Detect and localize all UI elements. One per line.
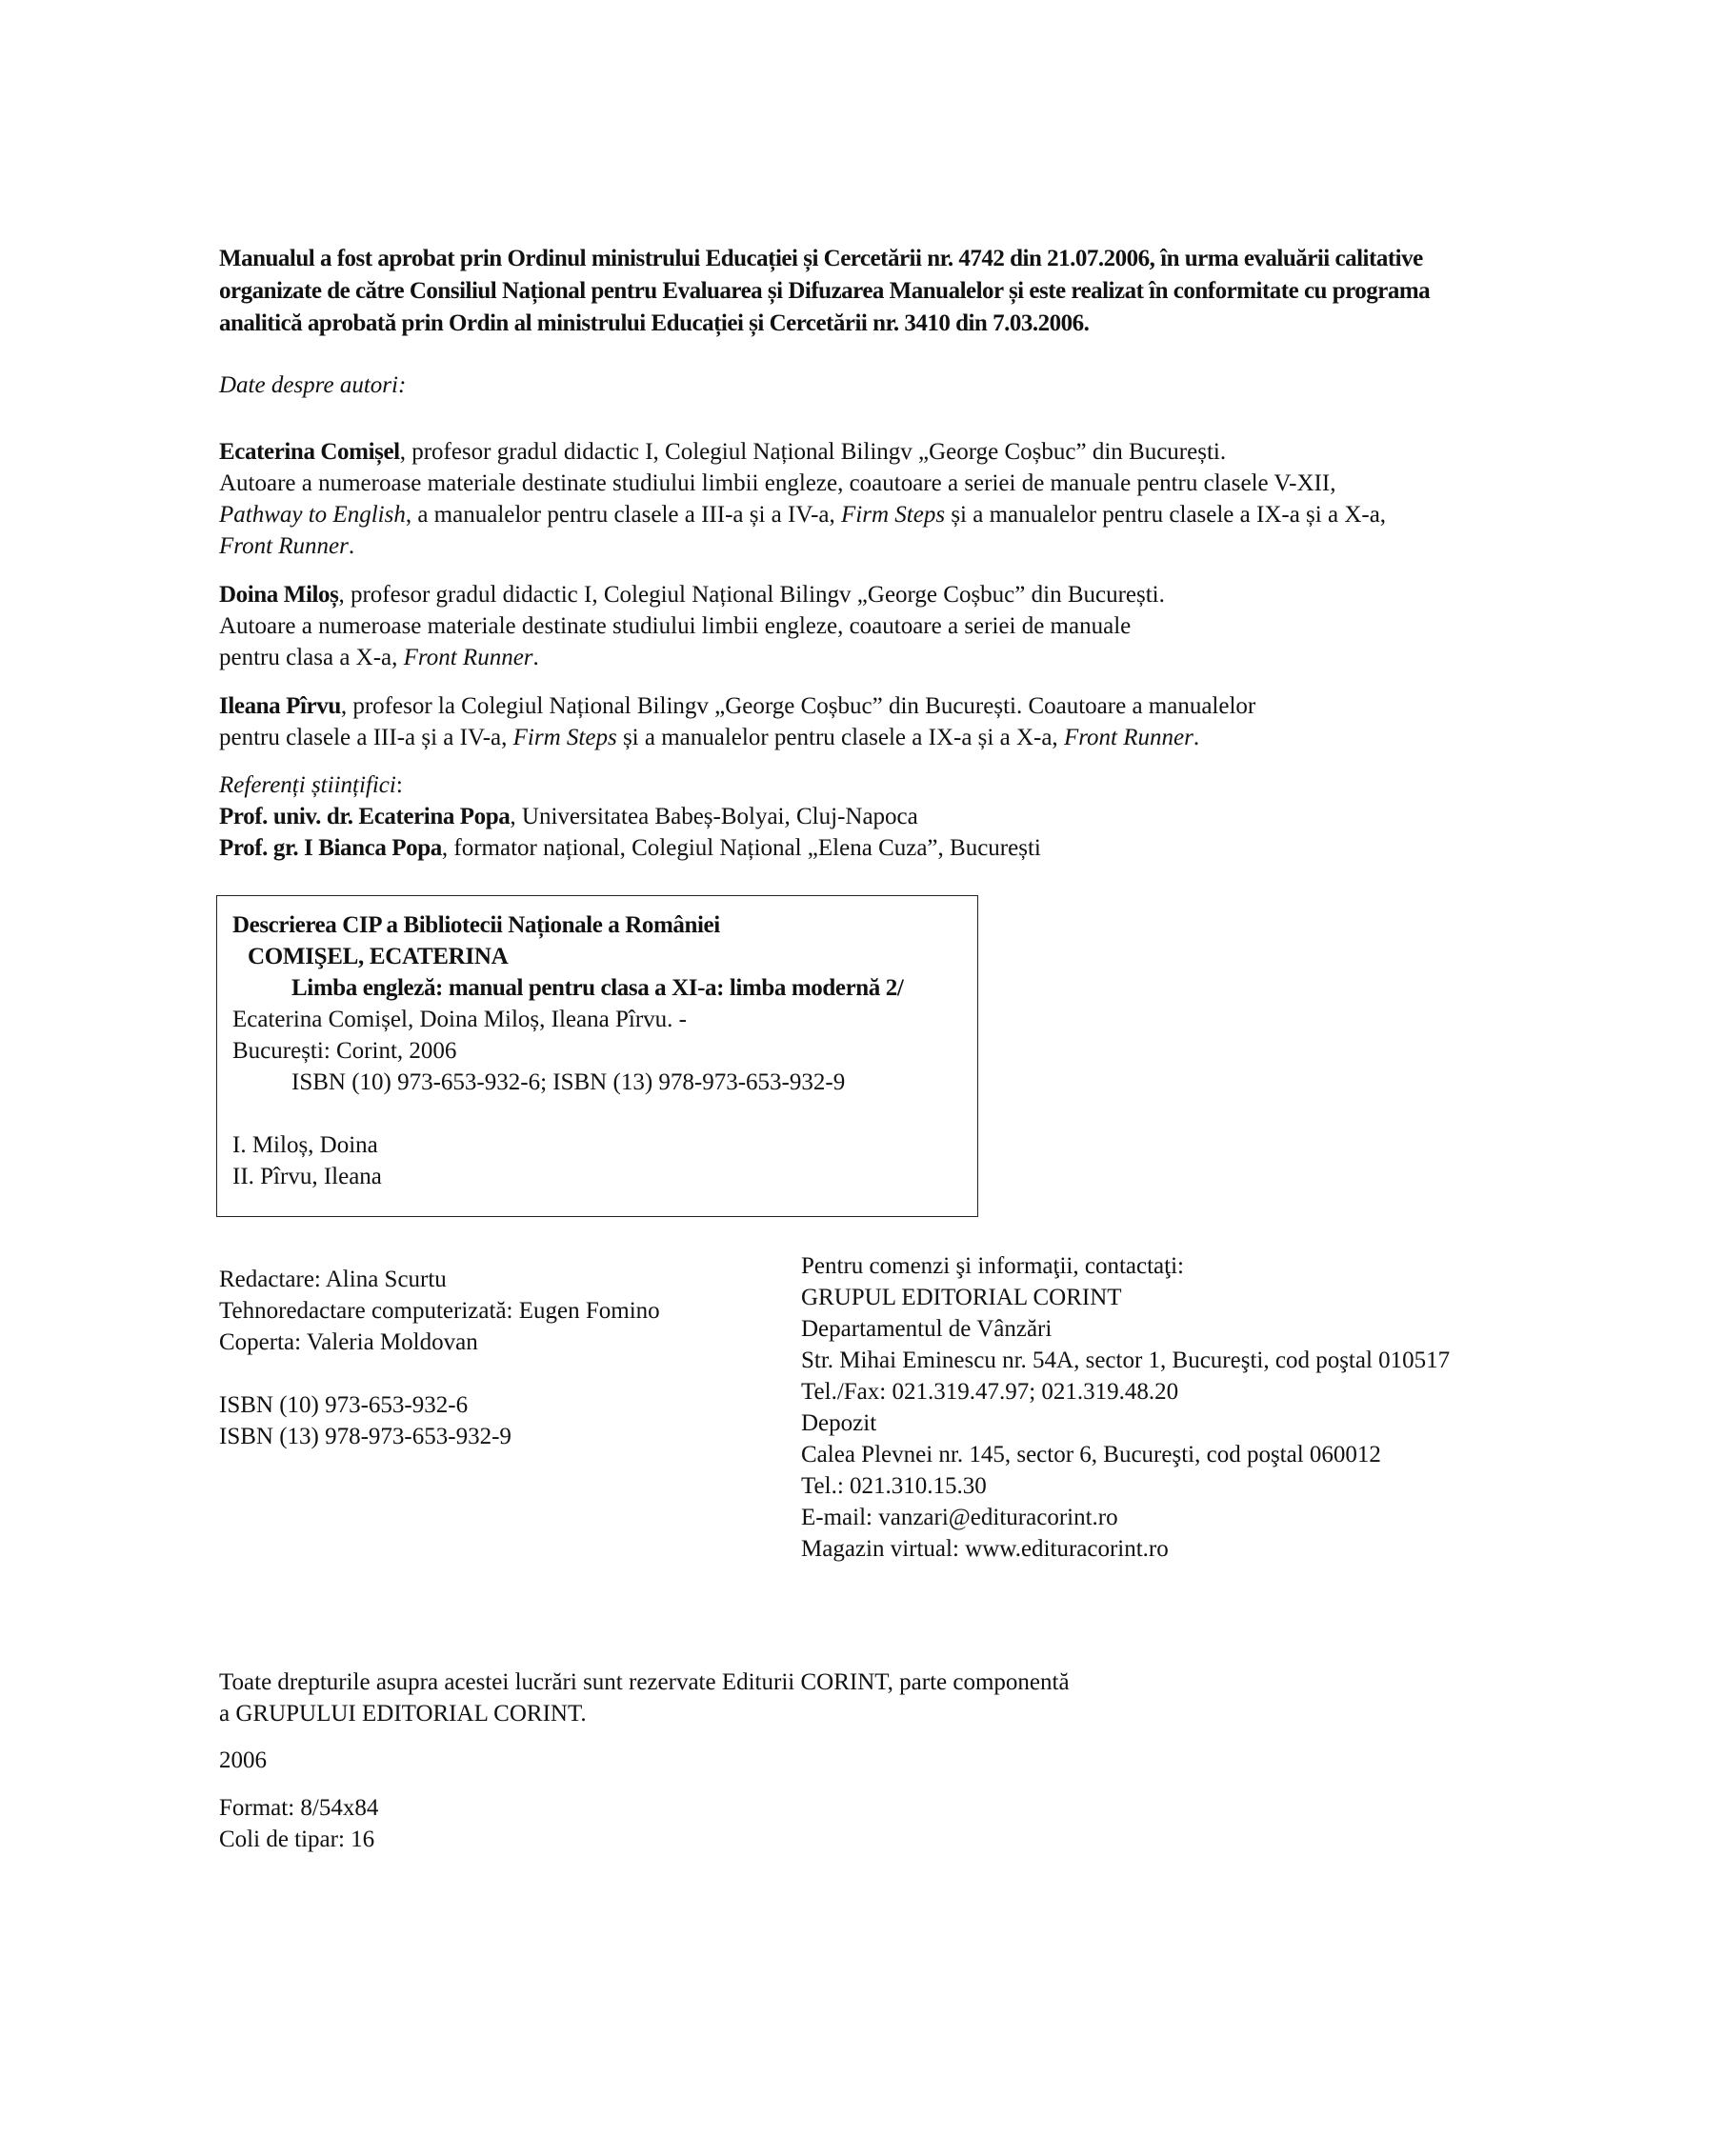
contact-store: Magazin virtual: www.edituracorint.ro <box>801 1536 1169 1562</box>
author-affiliation: , profesor la Colegiul Național Bilingv „George Coșbuc” din București. Coautoare a manualelor <box>340 693 1256 719</box>
author-name: Ecaterina Comișel <box>219 439 400 465</box>
author-affiliation: , profesor gradul didactic I, Colegiul Național Bilingv „George Coșbuc” din București. <box>338 582 1165 608</box>
credit-cover: Coperta: Valeria Moldovan <box>219 1329 478 1355</box>
author-bio: , a manualelor pentru clasele a III-a și a IV-a, <box>405 502 842 528</box>
contact-email: E-mail: vanzari@edituracorint.ro <box>801 1505 1118 1530</box>
contact-depot-tel: Tel.: 021.310.15.30 <box>801 1473 987 1499</box>
author-entry-comisel <box>219 436 1553 562</box>
approval-line: analitică aprobată prin Ordin al ministrului Educației și Cercetării nr. 3410 din 7.03.2006. <box>219 310 1090 336</box>
book-title: Firm Steps <box>841 502 946 528</box>
contact-group: GRUPUL EDITORIAL CORINT <box>801 1285 1122 1310</box>
rights-line: a GRUPULUI EDITORIAL CORINT. <box>219 1701 587 1727</box>
referee-name: Prof. gr. I Bianca Popa <box>219 835 442 861</box>
credit-typesetting: Tehnoredactare computerizată: Eugen Fomino <box>219 1298 660 1324</box>
punctuation: : <box>395 772 403 798</box>
author-entry-pirvu <box>219 690 1553 753</box>
credit-editor: Redactare: Alina Scurtu <box>219 1267 447 1292</box>
publication-year: 2006 <box>219 1747 267 1773</box>
approval-line: organizate de către Consiliul Național pentru Evaluarea și Difuzarea Manualelor și este realizat în conformitate cu programa <box>219 278 1431 304</box>
author-bio: și a manualelor pentru clasele a IX-a și a X-a, <box>945 502 1387 528</box>
author-name: Ileana Pîrvu <box>219 693 341 719</box>
contact-telfax: Tel./Fax: 021.319.47.97; 021.319.48.20 <box>801 1379 1179 1405</box>
referees-block <box>219 769 1553 864</box>
cip-authors: Ecaterina Comișel, Doina Miloș, Ileana Pîrvu. - <box>232 1007 687 1032</box>
isbn-10: ISBN (10) 973-653-932-6 <box>219 1392 469 1418</box>
contact-depot-label: Depozit <box>801 1410 877 1436</box>
cip-author: COMIŞEL, ECATERINA <box>248 944 509 969</box>
punctuation: . <box>532 645 539 670</box>
author-bio: Autoare a numeroase materiale destinate studiului limbii engleze, coautoare a seriei de manuale <box>219 613 1132 639</box>
author-bio: Autoare a numeroase materiale destinate studiului limbii engleze, coautoare a seriei de manuale pentru clasele V-XII, <box>219 470 1336 496</box>
format: Format: 8/54x84 <box>219 1795 379 1821</box>
contact-column <box>801 1250 1592 1565</box>
book-title: Pathway to English <box>219 502 406 528</box>
referee-name: Prof. univ. dr. Ecaterina Popa <box>219 804 511 829</box>
author-bio: și a manualelor pentru clasele a IX-a și a X-a, <box>616 725 1064 750</box>
author-bio: pentru clasele a III-a și a IV-a, <box>219 725 513 750</box>
referees-heading: Referenți științifici <box>219 772 396 798</box>
referee-affiliation: , formator național, Colegiul Național „Elena Cuza”, București <box>441 835 1041 861</box>
book-title: Front Runner <box>1063 725 1193 750</box>
rights-line: Toate drepturile asupra acestei lucrări sunt rezervate Editurii CORINT, parte componentă <box>219 1669 1070 1695</box>
author-affiliation: , profesor gradul didactic I, Colegiul Național Bilingv „George Coșbuc” din București. <box>399 439 1227 465</box>
authors-heading: Date despre autori: <box>219 372 407 398</box>
contact-department: Departamentul de Vânzări <box>801 1316 1053 1342</box>
isbn-13: ISBN (13) 978-973-653-932-9 <box>219 1424 511 1449</box>
book-title: Firm Steps <box>512 725 617 750</box>
author-bio: pentru clasa a X-a, <box>219 645 404 670</box>
cip-book-title: Limba engleză: manual pentru clasa a XI-a: limba modernă 2/ <box>291 975 904 1001</box>
author-entry-milos <box>219 579 1553 673</box>
credits-column <box>219 1264 752 1452</box>
cip-isbn: ISBN (10) 973-653-932-6; ISBN (13) 978-973-653-932-9 <box>291 1069 846 1095</box>
book-title: Front Runner <box>219 533 349 559</box>
punctuation: . <box>348 533 355 559</box>
authors-heading-block <box>219 369 1553 401</box>
year-block <box>219 1745 1553 1776</box>
book-title: Front Runner <box>403 645 533 670</box>
cip-description-box <box>216 895 978 1217</box>
cip-publisher: București: Corint, 2006 <box>232 1038 457 1064</box>
referee-affiliation: , Universitatea Babeș-Bolyai, Cluj-Napoca <box>510 804 918 829</box>
approval-line: Manualul a fost aprobat prin Ordinul ministrului Educației și Cercetării nr. 4742 din 21.07.2006, în urma evaluării calitative <box>219 246 1423 271</box>
approval-statement <box>219 243 1553 340</box>
contact-depot-address: Calea Plevnei nr. 145, sector 6, Bucureşti, cod poştal 060012 <box>801 1442 1381 1467</box>
cip-title: Descrierea CIP a Bibliotecii Naționale a României <box>232 912 720 938</box>
author-name: Doina Miloș <box>219 582 339 608</box>
punctuation: . <box>1193 725 1200 750</box>
contact-address: Str. Mihai Eminescu nr. 54A, sector 1, Bucureşti, cod poştal 010517 <box>801 1348 1451 1373</box>
contact-heading: Pentru comenzi şi informaţii, contactaţi: <box>801 1253 1184 1279</box>
cip-index: II. Pîrvu, Ileana <box>232 1164 382 1189</box>
cip-index: I. Miloș, Doina <box>232 1132 378 1158</box>
format-block <box>219 1792 1553 1855</box>
printing-sheets: Coli de tipar: 16 <box>219 1827 375 1852</box>
rights-block <box>219 1667 1553 1729</box>
